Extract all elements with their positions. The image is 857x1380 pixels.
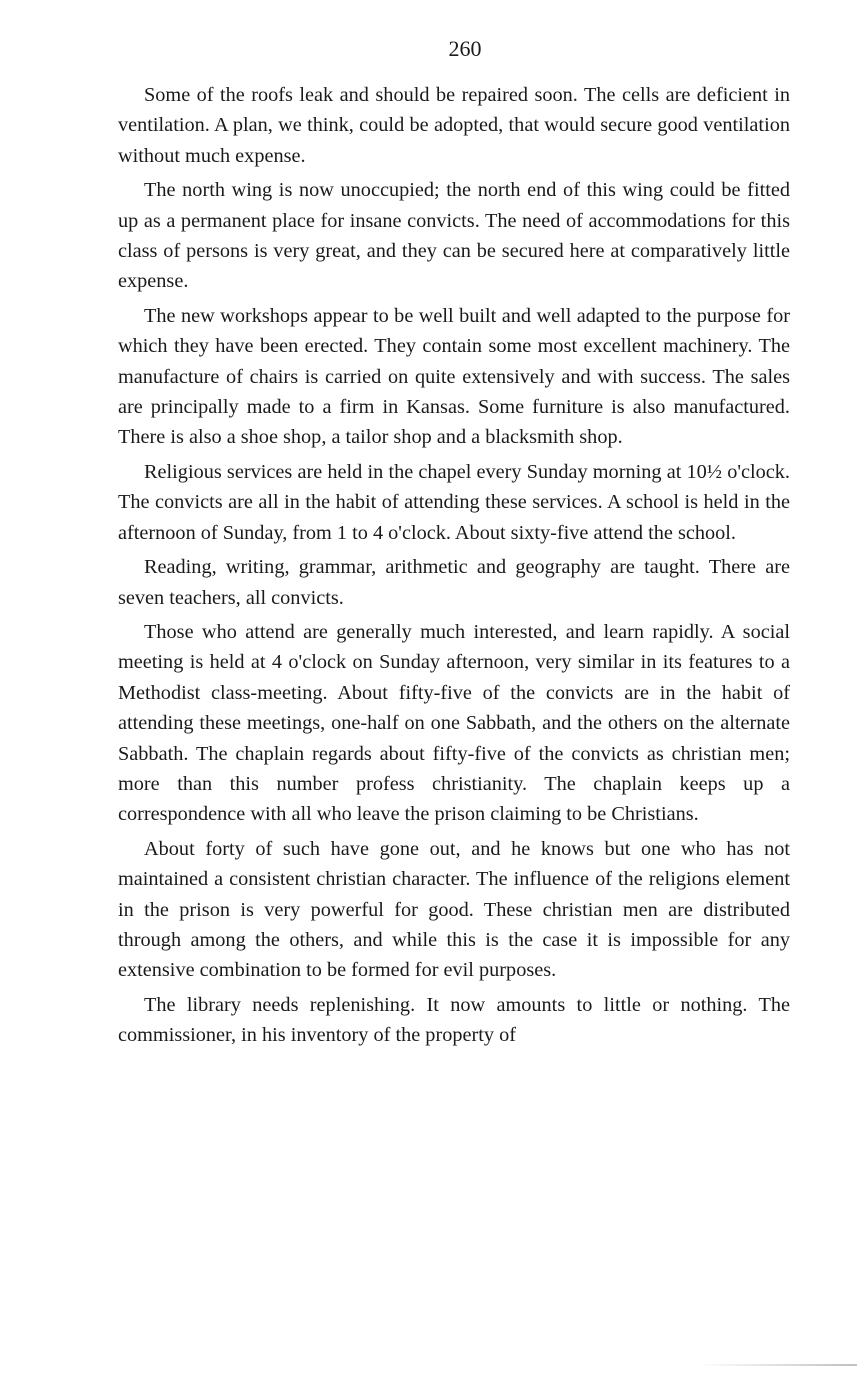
scan-artifact: [697, 1364, 857, 1366]
paragraph-library: The library needs replenishing. It now amounts to little or nothing. The commissioner, in his inventory of the property of: [118, 993, 790, 1047]
paragraph-social-meeting: Those who attend are generally much interested, and learn rapidly. A social meeting is held at 4 o'clock on Sunday afternoon, very similar in its features to a Methodist class-meeting. About fifty-five of the convicts are in the habit of attending these meetings, one-half on one Sabbath, and the others on the alternate Sabbath. The chaplain regards about fifty-five of the convicts as christian men; more than this number profess christianity. The chaplain keeps up a correspondence with all who leave the prison claiming to be Christians.: [118, 620, 790, 826]
paragraph-north-wing: The north wing is now unoccupied; the north end of this wing could be fitted up as a permanent place for insane convicts. The need of accommodations for this class of persons is very great, and they can be secured here at comparatively little expense.: [118, 179, 790, 293]
paragraph-religious-services: Religious services are held in the chapel every Sunday morning at 10½ o'clock. The convicts are all in the habit of attending these services. A school is held in the afternoon of Sunday, from 1 to 4 o'clock. About sixty-five attend the school.: [118, 460, 790, 544]
paragraph-subjects-taught: Reading, writing, grammar, arithmetic and geography are taught. There are seven teachers, all convicts.: [118, 556, 790, 609]
page-number: 260: [448, 36, 482, 61]
text-body: [118, 80, 790, 1055]
paragraph-christian-influence: About forty of such have gone out, and he knows but one who has not maintained a consistent christian character. The influence of the religions element in the prison is very powerful for good. These christian men are distributed through among the others, and while this is the case it is impossible for any extensive combination to be formed for evil purposes.: [118, 837, 790, 982]
paragraph-workshops: The new workshops appear to be well built and well adapted to the purpose for which they have been erected. They contain some most excellent machinery. The manufacture of chairs is carried on quite extensively and with success. The sales are principally made to a firm in Kansas. Some furniture is also manufactured. There is also a shoe shop, a tailor shop and a blacksmith shop.: [118, 304, 790, 449]
paragraph-roofs-ventilation: Some of the roofs leak and should be repaired soon. The cells are deficient in ventilation. A plan, we think, could be adopted, that would secure good ventilation without much expense.: [118, 84, 790, 167]
